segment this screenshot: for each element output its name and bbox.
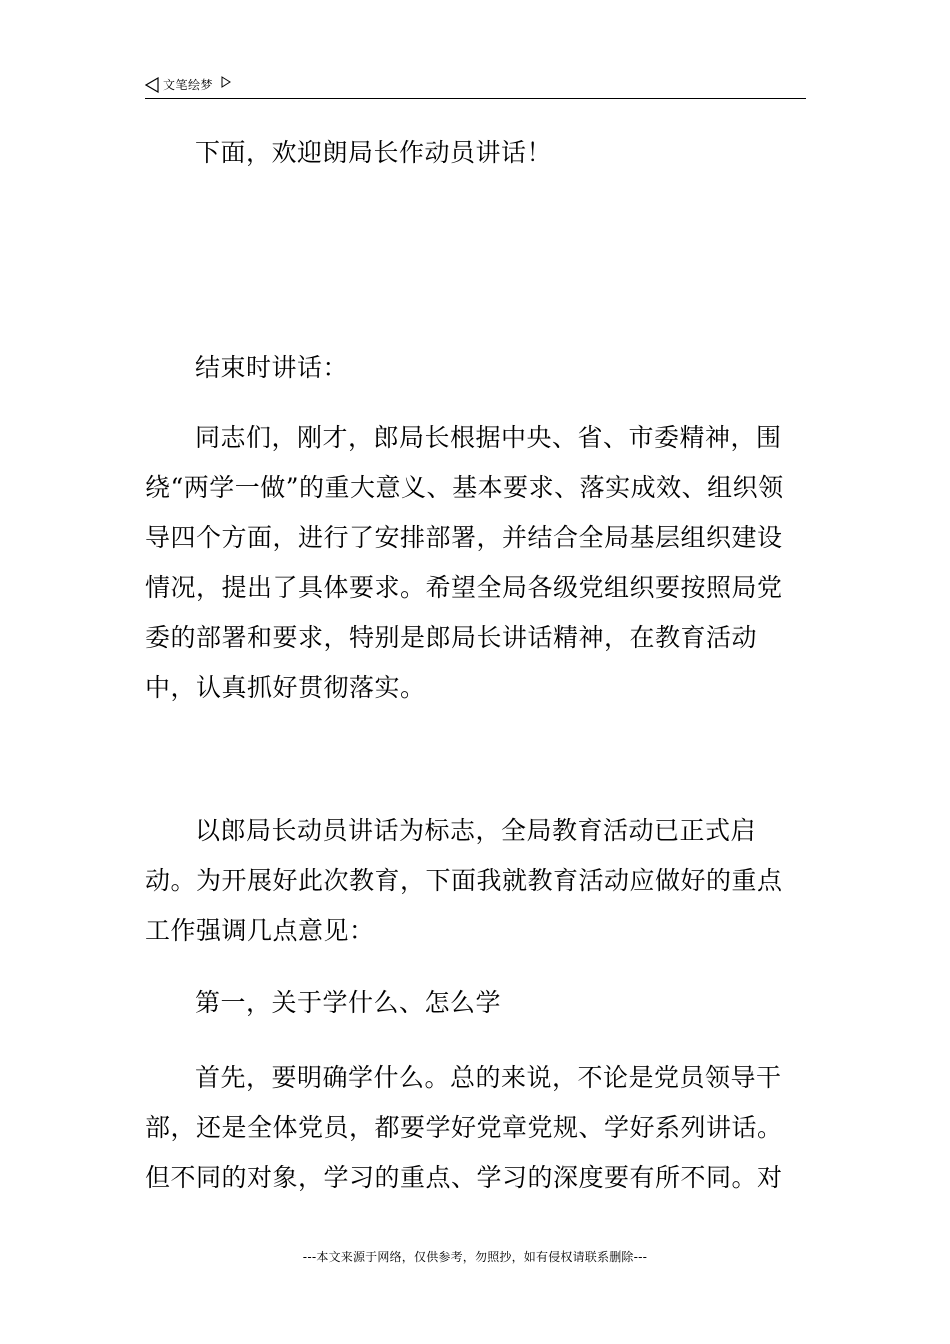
header-brand-group — [145, 76, 231, 93]
section-heading-first: 第一，关于学什么、怎么学 — [195, 988, 502, 1017]
page-header — [145, 74, 806, 99]
paragraph-what-to-learn: 首先，要明确学什么。总的来说，不论是党员领导干部，还是全体党员，都要学好党章党规、学好系列讲话。但不同的对象，学习的重点、学习的深度要有所不同。对 — [145, 1063, 783, 1192]
paragraph-summary: 同志们，刚才，郎局长根据中央、省、市委精神，围绕“两学一做”的重大意义、基本要求、落实成效、组织领导四个方面，进行了安排部署，并结合全局基层组织建设情况，提出了具体要求。希望全局各级党组织要按照局党委的部署和要求，特别是郎局长讲话精神，在教育活动中，认真抓好贯彻落实。 — [145, 423, 784, 702]
triangle-right-icon — [221, 76, 231, 88]
paragraph-launch: 以郎局长动员讲话为标志，全局教育活动已正式启动。为开展好此次教育，下面我就教育活动应做好的重点工作强调几点意见： — [145, 816, 783, 945]
paragraph-closing-heading: 结束时讲话： — [195, 353, 349, 382]
triangle-left-icon — [145, 77, 159, 93]
header-brand: 文笔绘梦 — [163, 78, 214, 92]
page-footer-disclaimer: ---本文来源于网络，仅供参考，勿照抄，如有侵权请联系删除--- — [302, 1250, 648, 1264]
paragraph-intro: 下面，欢迎朗局长作动员讲话！ — [195, 138, 553, 167]
